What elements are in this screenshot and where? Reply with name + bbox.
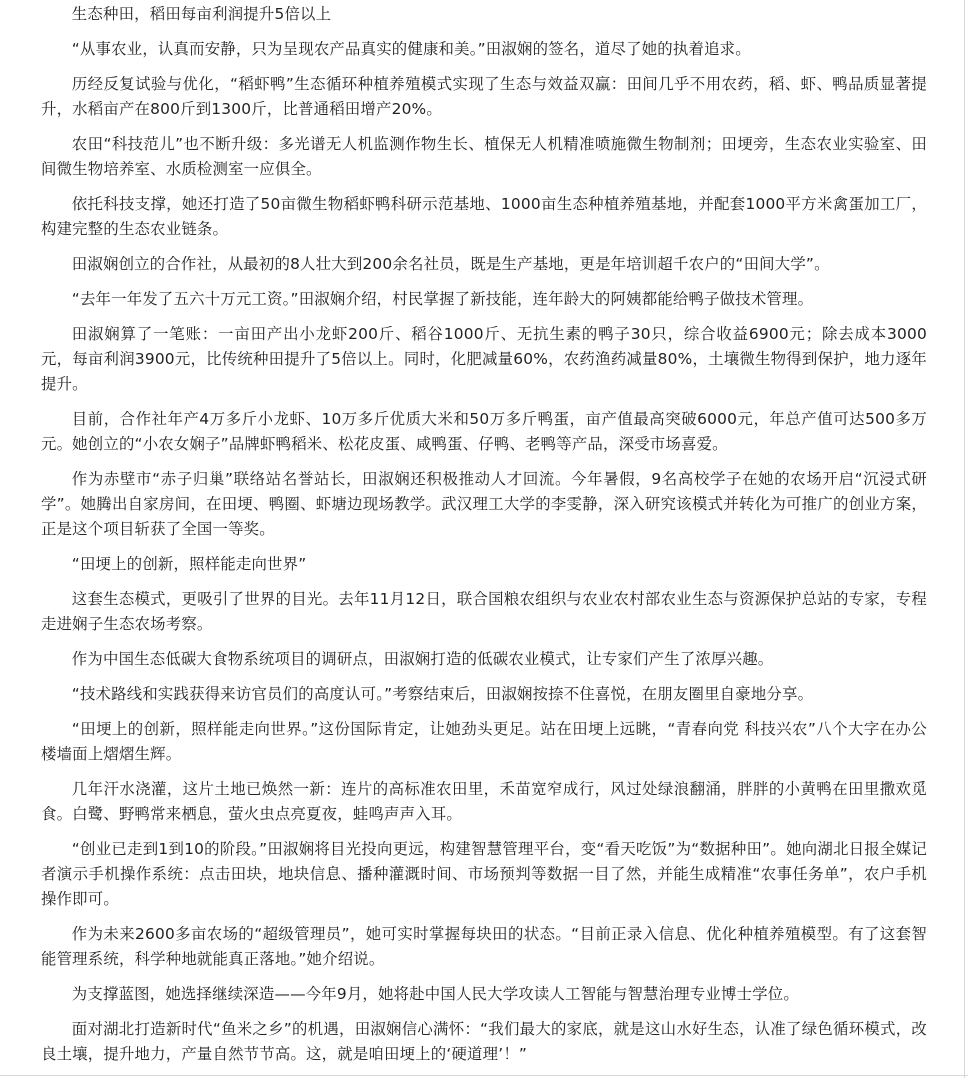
paragraph: “创业已走到1到10的阶段。”田淑娴将目光投向更远，构建智慧管理平台，变“看天吃饭”为“数据种田”。她向湖北日报全媒记者演示手机操作系统：点击田块，地块信息、播种灌溉时间、市场预判等数据一目了然，并能生成精准“农事任务单”，农户手机操作即可。 bbox=[41, 840, 927, 908]
paragraph: 历经反复试验与优化，“稻虾鸭”生态循环种植养殖模式实现了生态与效益双赢：田间几乎不用农药，稻、虾、鸭品质显著提升，水稻亩产在800斤到1300斤，比普通稻田增产20%。 bbox=[41, 75, 927, 118]
paragraph: 田淑娴算了一笔账：一亩田产出小龙虾200斤、稻谷1000斤、无抗生素的鸭子30只，综合收益6900元；除去成本3000元，每亩利润3900元，比传统种田提升了5倍以上。同时，化肥减量60%，农药渔药减量80%，土壤微生物得到保护，地力逐年提升。 bbox=[41, 325, 927, 393]
paragraph: 为支撑蓝图，她选择继续深造——今年9月，她将赴中国人民大学攻读人工智能与智慧治理专业博士学位。 bbox=[71, 985, 799, 1003]
paragraph: 农田“科技范儿”也不断升级：多光谱无人机监测作物生长、植保无人机精准喷施微生物制剂；田埂旁，生态农业实验室、田间微生物培养室、水质检测室一应俱全。 bbox=[41, 135, 927, 178]
right-border bbox=[964, 0, 965, 1078]
paragraph: 依托科技支撑，她还打造了50亩微生物稻虾鸭科研示范基地、1000亩生态种植养殖基地，并配套1000平方米禽蛋加工厂，构建完整的生态农业链条。 bbox=[41, 195, 927, 238]
paragraph: 作为中国生态低碳大食物系统项目的调研点，田淑娴打造的低碳农业模式，让专家们产生了浓厚兴趣。 bbox=[71, 650, 774, 668]
paragraph: 作为未来2600多亩农场的“超级管理员”，她可实时掌握每块田的状态。“目前正录入信息、优化种植养殖模型。有了这套智能管理系统，科学种地就能真正落地。”她介绍说。 bbox=[41, 925, 927, 968]
paragraph: 作为赤壁市“赤子归巢”联络站名誉站长，田淑娴还积极推动人才回流。今年暑假，9名高校学子在她的农场开启“沉浸式研学”。她腾出自家房间，在田埂、鸭圈、虾塘边现场教学。武汉理工大学的李雯静，深入研究该模式并转化为可推广的创业方案，正是这个项目斩获了全国一等奖。 bbox=[41, 470, 927, 538]
article-body bbox=[41, 2, 927, 1077]
paragraph: “田埂上的创新，照样能走向世界。”这份国际肯定，让她劲头更足。站在田埂上远眺，“青春向党 科技兴农”八个大字在办公楼墙面上熠熠生辉。 bbox=[41, 720, 927, 763]
paragraph: 田淑娴创立的合作社，从最初的8人壮大到200余名社员，既是生产基地，更是年培训超千农户的“田间大学”。 bbox=[71, 255, 830, 273]
section-heading-innovation: “田埂上的创新，照样能走向世界” bbox=[71, 555, 307, 573]
paragraph: 这套生态模式，更吸引了世界的目光。去年11月12日，联合国粮农组织与农业农村部农业生态与资源保护总站的专家，专程走进娴子生态农场考察。 bbox=[41, 590, 927, 633]
paragraph: 几年汗水浇灌，这片土地已焕然一新：连片的高标准农田里，禾苗宽窄成行，风过处绿浪翻涌，胖胖的小黄鸭在田里撒欢觅食。白鹭、野鸭常来栖息，萤火虫点亮夏夜，蛙鸣声声入耳。 bbox=[41, 780, 927, 823]
paragraph: “从事农业，认真而安静，只为呈现农产品真实的健康和美。”田淑娴的签名，道尽了她的执着追求。 bbox=[71, 40, 751, 58]
section-heading-ecological-farming: 生态种田，稻田每亩利润提升5倍以上 bbox=[71, 5, 332, 23]
paragraph: “去年一年发了五六十万元工资。”田淑娴介绍，村民掌握了新技能，连年龄大的阿姨都能给鸭子做技术管理。 bbox=[71, 290, 814, 308]
paragraph: 目前，合作社年产4万多斤小龙虾、10万多斤优质大米和50万多斤鸭蛋，亩产值最高突破6000元，年总产值可达500多万元。她创立的“小农女娴子”品牌虾鸭稻米、松花皮蛋、咸鸭蛋、仔鸭、老鸭等产品，深受市场喜爱。 bbox=[41, 410, 927, 453]
paragraph: 面对湖北打造新时代“鱼米之乡”的机遇，田淑娴信心满怀：“我们最大的家底，就是这山水好生态，认准了绿色循环模式，改良土壤，提升地力，产量自然节节高。这，就是咱田埂上的‘硬道理’！” bbox=[41, 1020, 927, 1063]
paragraph: “技术路线和实践获得来访官员们的高度认可。”考察结束后，田淑娴按捺不住喜悦，在朋友圈里自豪地分享。 bbox=[71, 685, 814, 703]
